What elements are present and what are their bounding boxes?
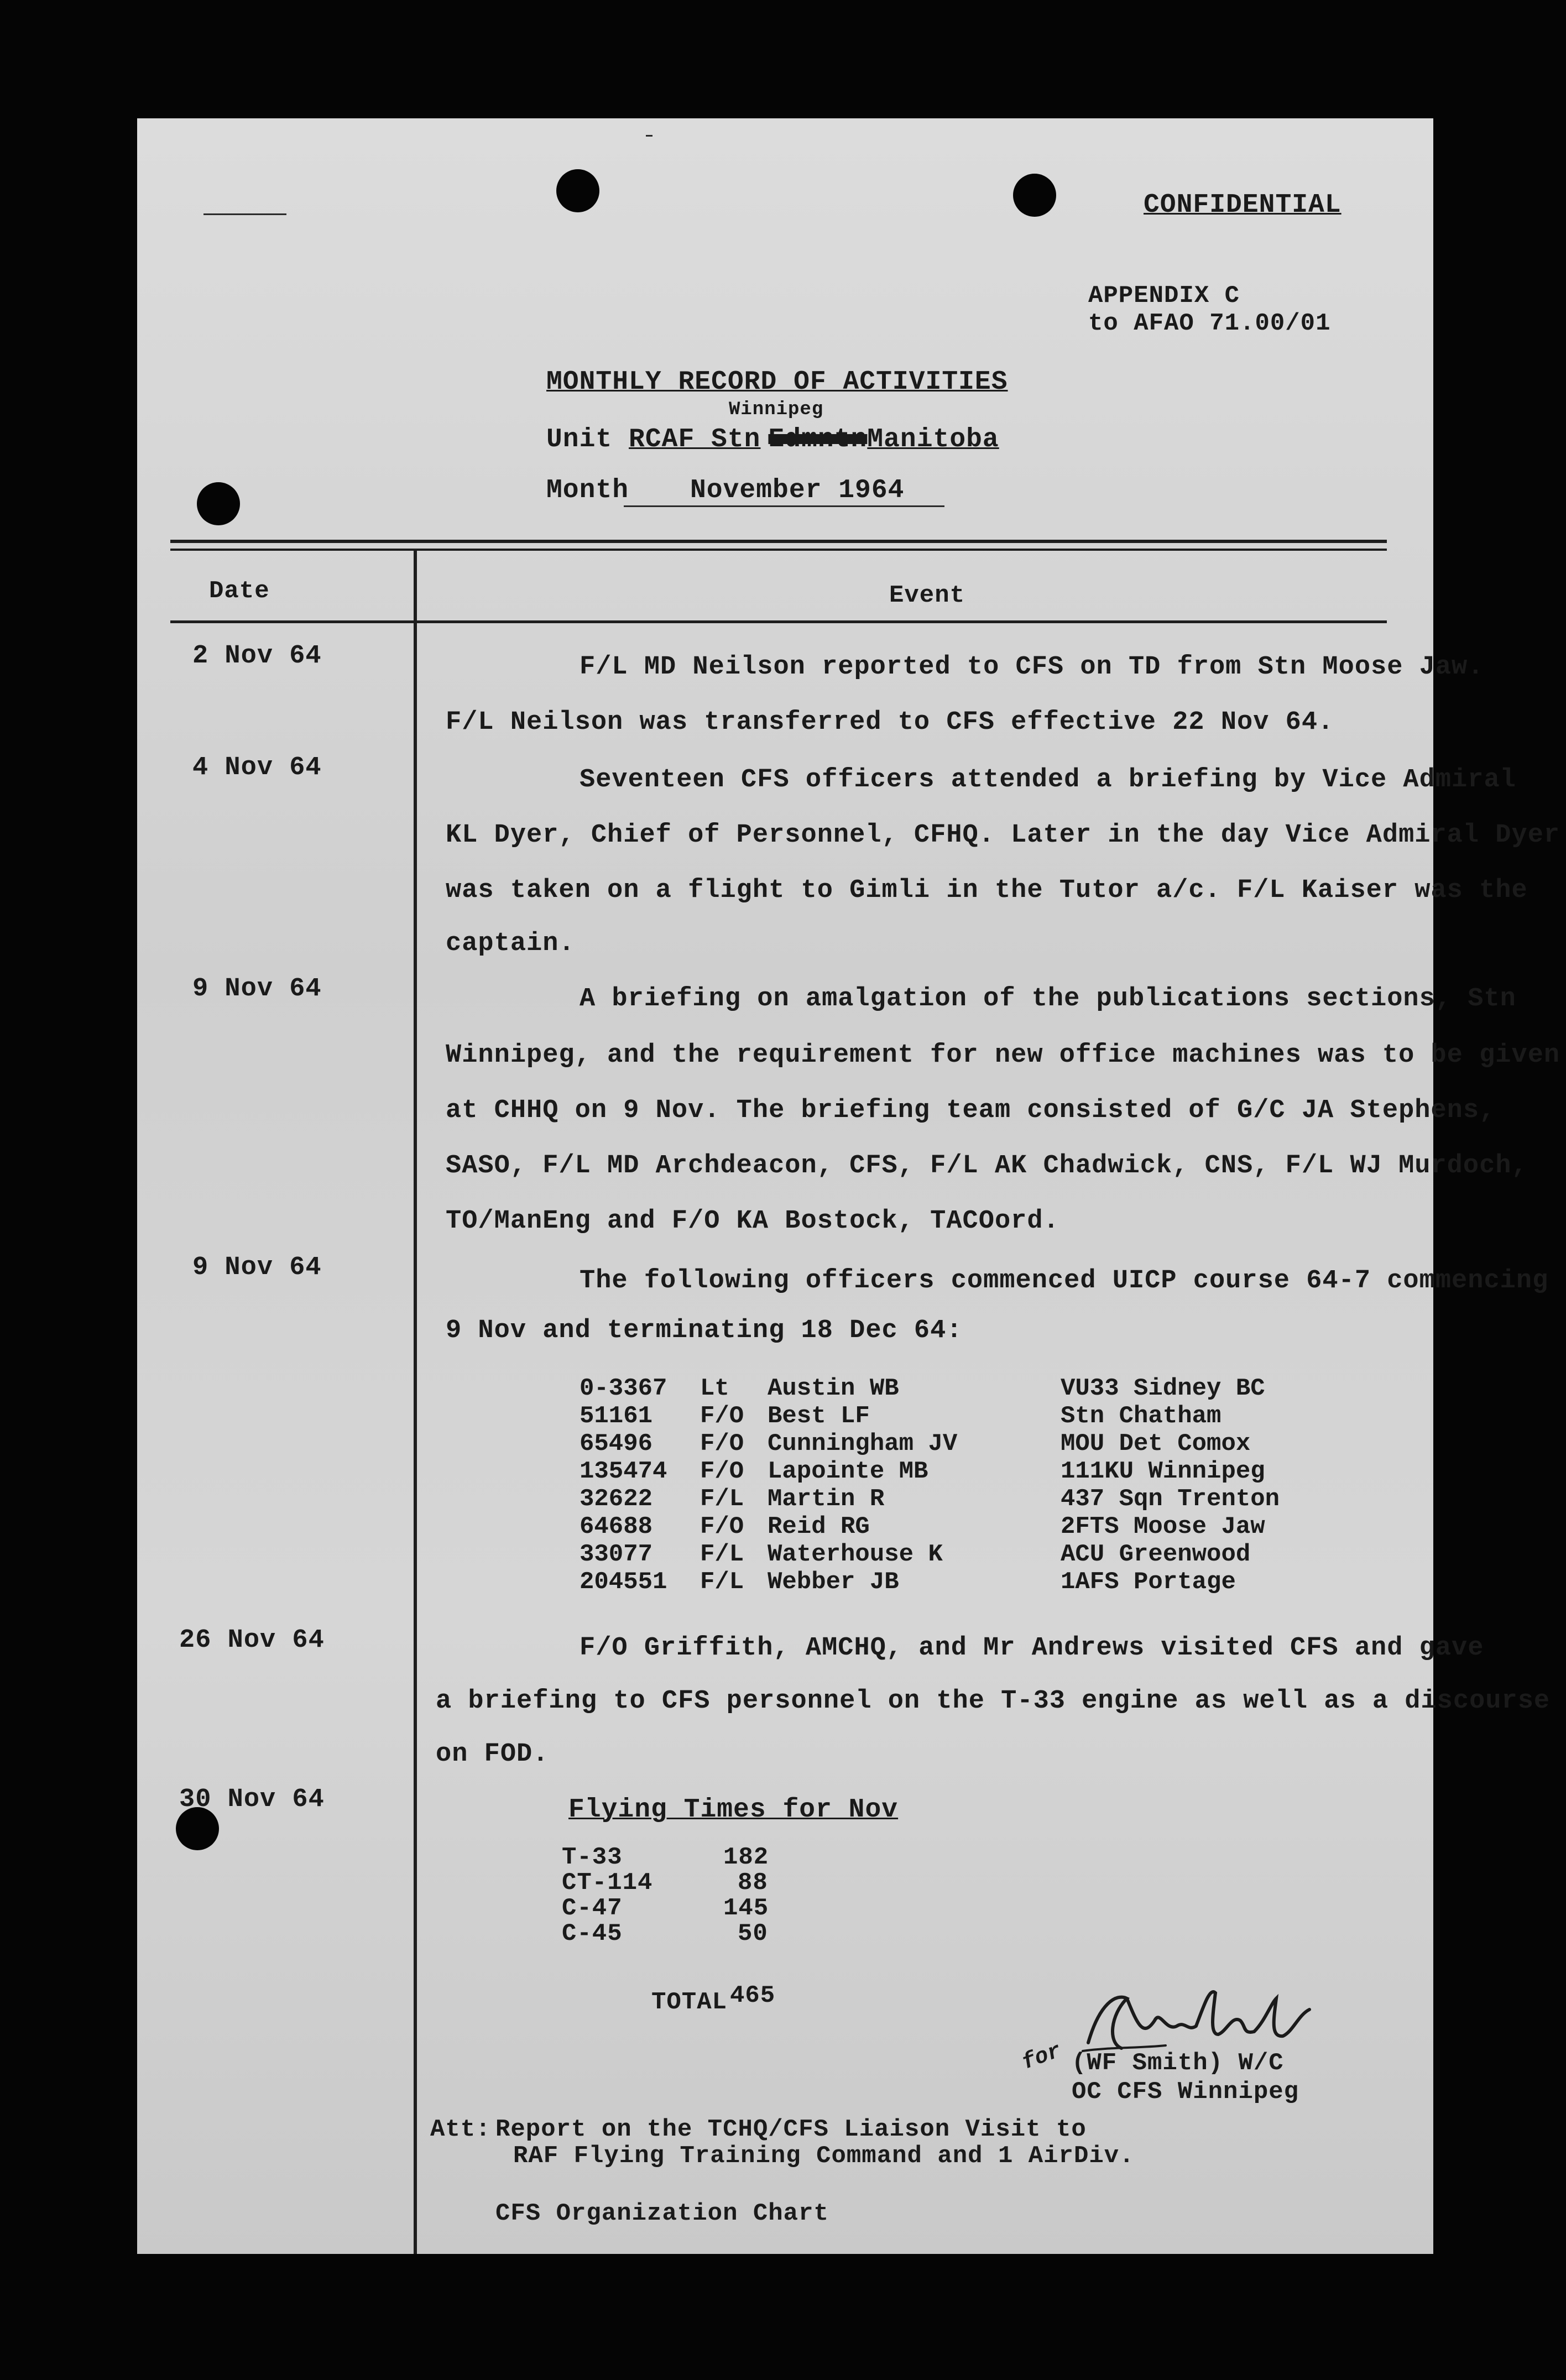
month-underline xyxy=(624,505,944,507)
entry-text-line: a briefing to CFS personnel on the T-33 engine as well as a discourse xyxy=(436,1687,1551,1716)
roster-rank: Lt xyxy=(700,1375,729,1402)
roster-service-no: 33077 xyxy=(580,1541,653,1568)
roster-rank: F/L xyxy=(700,1568,744,1596)
unit-struck-text: Edmntn xyxy=(768,425,868,455)
roster-name: Lapointe MB xyxy=(768,1458,928,1485)
attachment-item: RAF Flying Training Command and 1 AirDiv. xyxy=(513,2142,1135,2170)
roster-service-no: 135474 xyxy=(580,1458,667,1485)
roster-name: Best LF xyxy=(768,1402,870,1430)
entry-date: 9 Nov 64 xyxy=(192,974,322,1004)
signature-title-line: OC CFS Winnipeg xyxy=(1072,2078,1299,2106)
entry-text-line: F/L Neilson was transferred to CFS effective 22 Nov 64. xyxy=(446,708,1334,737)
roster-rank: F/L xyxy=(700,1485,744,1513)
edge-mark xyxy=(646,135,652,137)
event-column-header: Event xyxy=(889,582,965,609)
roster-service-no: 64688 xyxy=(580,1513,653,1541)
attachment-item: CFS Organization Chart xyxy=(495,2200,829,2227)
entry-text-line: TO/ManEng and F/O KA Bostock, TACOord. xyxy=(446,1207,1059,1236)
entry-text-line: 9 Nov and terminating 18 Dec 64: xyxy=(446,1316,963,1345)
punch-hole xyxy=(556,169,599,212)
entry-text-line: The following officers commenced UICP course 64-7 commencing xyxy=(580,1266,1549,1296)
flying-time-hours: 88 xyxy=(738,1869,768,1897)
roster-service-no: 51161 xyxy=(580,1402,653,1430)
table-top-rule-2 xyxy=(170,549,1387,551)
roster-name: Waterhouse K xyxy=(768,1541,943,1568)
entry-date: 4 Nov 64 xyxy=(192,753,322,782)
roster-unit: 111KU Winnipeg xyxy=(1061,1458,1265,1485)
appendix-line-1: APPENDIX C xyxy=(1088,282,1240,310)
entry-text-line: F/L MD Neilson reported to CFS on TD from Stn Moose Jaw. xyxy=(580,653,1484,682)
roster-unit: ACU Greenwood xyxy=(1061,1541,1251,1568)
flying-time-total-value: 465 xyxy=(730,1982,776,2010)
unit-line xyxy=(546,425,999,455)
unit-insertion: Winnipeg xyxy=(729,399,824,420)
roster-service-no: 65496 xyxy=(580,1430,653,1458)
flying-times-heading: Flying Times for Nov xyxy=(568,1795,899,1825)
entry-text-line: KL Dyer, Chief of Personnel, CFHQ. Later in the day Vice Admiral Dyer xyxy=(446,821,1560,850)
header-bottom-rule xyxy=(170,620,1387,623)
unit-value-prefix: RCAF Stn xyxy=(629,425,761,455)
roster-unit: 1AFS Portage xyxy=(1061,1568,1236,1596)
unit-label: Unit xyxy=(546,425,613,455)
roster-name: Austin WB xyxy=(768,1375,899,1402)
entry-text-line: Seventeen CFS officers attended a briefing by Vice Admiral xyxy=(580,765,1516,795)
roster-unit: VU33 Sidney BC xyxy=(1061,1375,1265,1402)
flying-time-hours: 182 xyxy=(723,1844,769,1871)
entry-date: 30 Nov 64 xyxy=(179,1785,325,1814)
flying-time-aircraft: CT-114 xyxy=(562,1869,653,1897)
table-top-rule xyxy=(170,540,1387,543)
signature-name-line: (WF Smith) W/C xyxy=(1072,2049,1284,2077)
roster-service-no: 204551 xyxy=(580,1568,667,1596)
punch-hole xyxy=(197,482,240,525)
entry-date: 26 Nov 64 xyxy=(179,1626,325,1655)
roster-service-no: 0-3367 xyxy=(580,1375,667,1402)
course-roster xyxy=(137,1375,1433,1607)
month-label: Month xyxy=(546,476,629,505)
entry-text-line: Winnipeg, and the requirement for new office machines was to be given xyxy=(446,1041,1560,1070)
roster-rank: F/O xyxy=(700,1402,744,1430)
roster-rank: F/O xyxy=(700,1458,744,1485)
flying-time-aircraft: T-33 xyxy=(562,1844,623,1871)
flying-time-hours: 50 xyxy=(738,1920,768,1948)
roster-name: Cunningham JV xyxy=(768,1430,958,1458)
entry-date: 9 Nov 64 xyxy=(192,1253,322,1282)
month-value: November 1964 xyxy=(690,476,905,505)
date-column-header: Date xyxy=(209,577,270,605)
roster-unit: Stn Chatham xyxy=(1061,1402,1222,1430)
attachment-item: Report on the TCHQ/CFS Liaison Visit to xyxy=(495,2116,1087,2143)
roster-rank: F/L xyxy=(700,1541,744,1568)
attachments-label: Att: xyxy=(430,2116,491,2143)
flying-time-total-label: TOTAL xyxy=(651,1988,728,2016)
unit-value-suffix: Manitoba xyxy=(867,425,999,455)
appendix-line-2: to AFAO 71.00/01 xyxy=(1088,310,1331,337)
entry-text-line: A briefing on amalgation of the publications sections, Stn xyxy=(580,984,1516,1014)
flying-time-aircraft: C-47 xyxy=(562,1894,623,1922)
roster-service-no: 32622 xyxy=(580,1485,653,1513)
entry-text-line: on FOD. xyxy=(436,1740,549,1769)
entry-text-line: F/O Griffith, AMCHQ, and Mr Andrews visited CFS and gave xyxy=(580,1633,1484,1663)
document-page xyxy=(137,118,1560,2254)
entry-text-line: was taken on a flight to Gimli in the Tutor a/c. F/L Kaiser was the xyxy=(446,876,1528,905)
classification-marking: CONFIDENTIAL xyxy=(1144,190,1341,220)
roster-rank: F/O xyxy=(700,1513,744,1541)
entry-text-line: SASO, F/L MD Archdeacon, CFS, F/L AK Chadwick, CNS, F/L WJ Murdoch, xyxy=(446,1151,1528,1181)
punch-hole xyxy=(1013,174,1056,217)
form-title: MONTHLY RECORD OF ACTIVITIES xyxy=(546,367,1008,397)
flying-time-aircraft: C-45 xyxy=(562,1920,623,1948)
entry-text-line: captain. xyxy=(446,929,575,958)
roster-rank: F/O xyxy=(700,1430,744,1458)
edge-mark xyxy=(203,213,286,215)
roster-name: Martin R xyxy=(768,1485,885,1513)
roster-name: Reid RG xyxy=(768,1513,870,1541)
month-line xyxy=(546,476,629,505)
entry-text-line: at CHHQ on 9 Nov. The briefing team consisted of G/C JA Stephens, xyxy=(446,1096,1496,1125)
signature-prefix: for xyxy=(1019,2039,1065,2076)
flying-time-hours: 145 xyxy=(723,1894,769,1922)
roster-unit: 437 Sqn Trenton xyxy=(1061,1485,1280,1513)
entry-date: 2 Nov 64 xyxy=(192,641,322,671)
roster-unit: 2FTS Moose Jaw xyxy=(1061,1513,1265,1541)
roster-unit: MOU Det Comox xyxy=(1061,1430,1251,1458)
roster-name: Webber JB xyxy=(768,1568,899,1596)
